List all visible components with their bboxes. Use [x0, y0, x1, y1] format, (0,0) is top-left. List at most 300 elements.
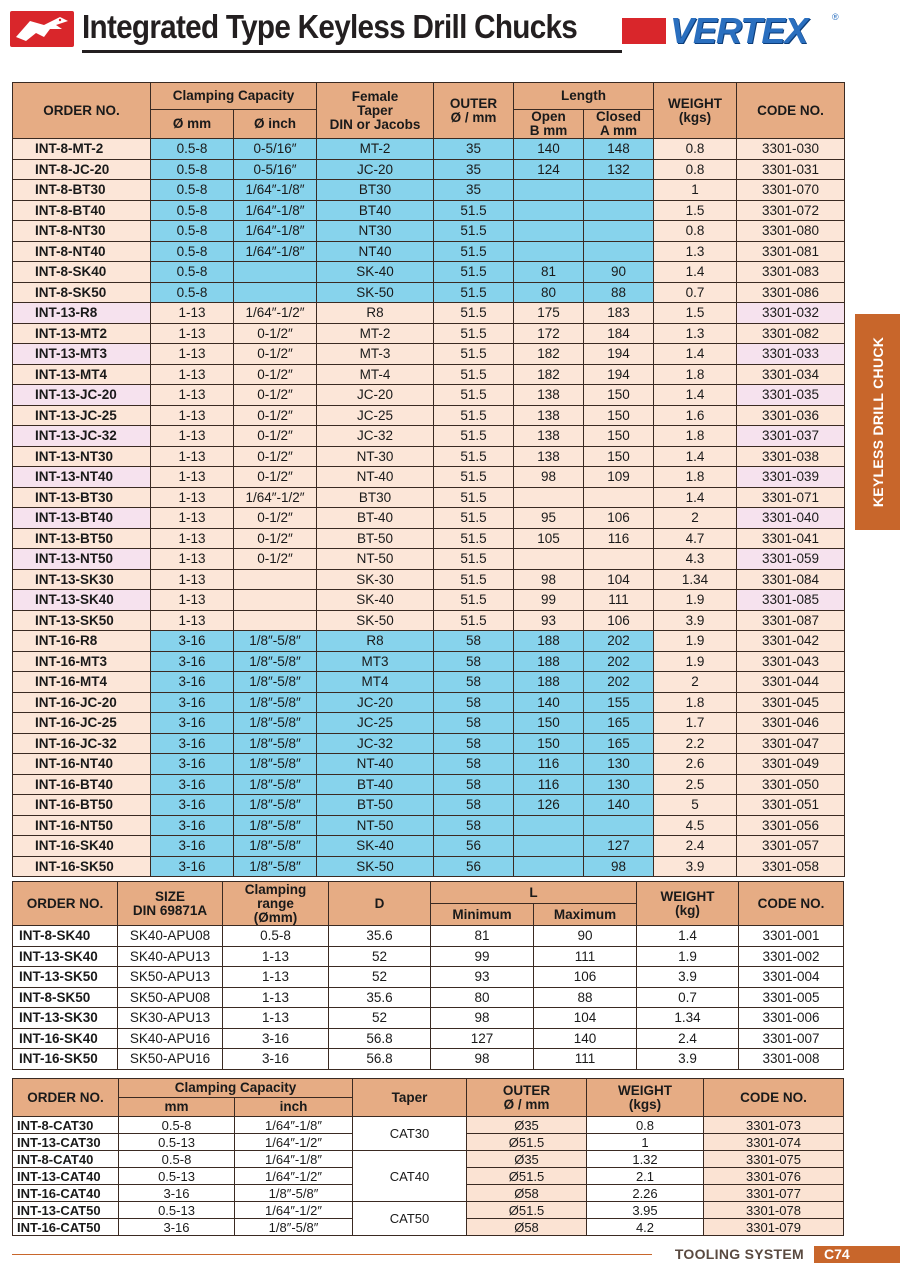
- clamp-inch: 1/64″-1/8″: [234, 241, 317, 262]
- clamp-inch: 1/64″-1/2″: [234, 487, 317, 508]
- clamp-inch: 1/8″-5/8″: [234, 795, 317, 816]
- taper: BT40: [317, 200, 434, 221]
- order-no: INT-16-BT40: [13, 774, 151, 795]
- table-row: [13, 426, 845, 447]
- order-no: INT-16-MT4: [13, 672, 151, 693]
- order-no: INT-16-SK50: [13, 856, 151, 877]
- order-no: INT-13-JC-32: [13, 426, 151, 447]
- outer: 51.5: [434, 200, 514, 221]
- col-weight: [587, 1079, 704, 1117]
- closed-a: [584, 241, 654, 262]
- d: 52: [329, 946, 431, 967]
- open-b: 138: [514, 446, 584, 467]
- outer: Ø51.5: [467, 1134, 587, 1151]
- table-row: [13, 631, 845, 652]
- open-b: 188: [514, 651, 584, 672]
- order-no: INT-16-SK40: [13, 1028, 118, 1049]
- weight-header-l2: (kg): [675, 902, 700, 918]
- taper-header-l2: Taper: [357, 102, 393, 118]
- weight: 3.9: [654, 856, 737, 877]
- weight: 0.8: [654, 159, 737, 180]
- closed-header-l2: A mm: [599, 123, 637, 138]
- col-mm: Ø mm: [151, 110, 234, 139]
- weight: 2.26: [587, 1185, 704, 1202]
- outer: Ø58: [467, 1219, 587, 1236]
- code-no: 3301-033: [737, 344, 845, 365]
- closed-a: 194: [584, 344, 654, 365]
- code-no: 3301-050: [737, 774, 845, 795]
- d: 52: [329, 1008, 431, 1029]
- col-inch: Ø inch: [234, 110, 317, 139]
- open-b: [514, 241, 584, 262]
- brand-flag-icon: [622, 18, 666, 44]
- order-no: INT-8-SK40: [13, 926, 118, 947]
- open-b: 182: [514, 364, 584, 385]
- open-b: [514, 815, 584, 836]
- clamp-mm: 1-13: [151, 344, 234, 365]
- closed-a: 130: [584, 754, 654, 775]
- outer: 35: [434, 139, 514, 160]
- outer: 51.5: [434, 467, 514, 488]
- closed-a: 183: [584, 303, 654, 324]
- table-row: [13, 651, 845, 672]
- order-no: INT-13-MT3: [13, 344, 151, 365]
- taper: MT3: [317, 651, 434, 672]
- outer: 51.5: [434, 282, 514, 303]
- order-no: INT-8-CAT40: [13, 1151, 119, 1168]
- closed-a: 202: [584, 651, 654, 672]
- clamp-inch: 1/64″-1/8″: [234, 180, 317, 201]
- open-b: [514, 180, 584, 201]
- open-header-l1: Open: [531, 109, 566, 124]
- open-b: 105: [514, 528, 584, 549]
- code-no: 3301-082: [737, 323, 845, 344]
- table-row: [13, 815, 845, 836]
- taper: JC-25: [317, 405, 434, 426]
- clamp-mm: 0.5-13: [119, 1202, 235, 1219]
- table-row: [13, 774, 845, 795]
- outer-header-l2: Ø / mm: [503, 1096, 550, 1112]
- closed-a: 140: [584, 795, 654, 816]
- code-no: 3301-031: [737, 159, 845, 180]
- code-no: 3301-051: [737, 795, 845, 816]
- l-maximum: 106: [534, 967, 637, 988]
- order-no: INT-13-R8: [13, 303, 151, 324]
- col-length: Length: [514, 83, 654, 110]
- weight: 4.2: [587, 1219, 704, 1236]
- clamp-inch: 0-1/2″: [234, 344, 317, 365]
- order-no: INT-16-BT50: [13, 795, 151, 816]
- table-row: [13, 1028, 844, 1049]
- col-clamping-capacity: Clamping Capacity: [151, 83, 317, 110]
- page-footer: [12, 1246, 900, 1263]
- order-no: INT-13-BT30: [13, 487, 151, 508]
- table-row: [13, 569, 845, 590]
- outer-header-l1: OUTER: [449, 95, 498, 111]
- outer: 58: [434, 631, 514, 652]
- col-open: [514, 110, 584, 139]
- clamp-mm: 1-13: [151, 590, 234, 611]
- code-no: 3301-004: [739, 967, 844, 988]
- table-row: [13, 528, 845, 549]
- order-no: INT-8-SK50: [13, 282, 151, 303]
- weight: 0.8: [654, 221, 737, 242]
- table-row: [13, 446, 845, 467]
- clamp-mm: 0.5-8: [151, 221, 234, 242]
- weight-header-l1: WEIGHT: [668, 95, 722, 111]
- table-row: [13, 672, 845, 693]
- clamp-inch: 1/8″-5/8″: [234, 631, 317, 652]
- taper-header-l1: Female: [351, 88, 399, 104]
- table-row: [13, 926, 844, 947]
- clamp-mm: 1-13: [151, 303, 234, 324]
- page-header: [0, 0, 900, 70]
- clamp-mm: 0.5-8: [151, 180, 234, 201]
- weight: 2: [654, 672, 737, 693]
- clamp-mm: 3-16: [151, 651, 234, 672]
- outer: 51.5: [434, 385, 514, 406]
- open-b: [514, 200, 584, 221]
- outer: 51.5: [434, 364, 514, 385]
- code-no: 3301-039: [737, 467, 845, 488]
- clamp-inch: 0-1/2″: [234, 446, 317, 467]
- clamp-inch: 1/64″-1/2″: [235, 1134, 353, 1151]
- d: 56.8: [329, 1049, 431, 1070]
- outer: 58: [434, 672, 514, 693]
- table-row: [13, 733, 845, 754]
- closed-a: 116: [584, 528, 654, 549]
- open-b: 95: [514, 508, 584, 529]
- outer: Ø35: [467, 1117, 587, 1134]
- weight: 1.4: [654, 487, 737, 508]
- clamp-mm: 0.5-8: [119, 1151, 235, 1168]
- weight: 1.8: [654, 467, 737, 488]
- clamp-inch: 0-1/2″: [234, 364, 317, 385]
- clamp-inch: 1/64″-1/8″: [234, 221, 317, 242]
- code-no: 3301-047: [737, 733, 845, 754]
- weight: 1.9: [654, 631, 737, 652]
- open-b: 80: [514, 282, 584, 303]
- code-no: 3301-075: [704, 1151, 844, 1168]
- order-no: INT-13-JC-20: [13, 385, 151, 406]
- order-no: INT-8-SK40: [13, 262, 151, 283]
- code-no: 3301-056: [737, 815, 845, 836]
- open-b: 188: [514, 672, 584, 693]
- taper: BT-40: [317, 774, 434, 795]
- clamp-mm: 1-13: [151, 405, 234, 426]
- clamp-mm: 0.5-8: [151, 200, 234, 221]
- code-no: 3301-057: [737, 836, 845, 857]
- clamp-mm: 1-13: [151, 508, 234, 529]
- page-title: Integrated Type Keyless Drill Chucks: [82, 8, 578, 45]
- clamp-mm: 1-13: [151, 610, 234, 631]
- open-b: 99: [514, 590, 584, 611]
- taper: SK-50: [317, 282, 434, 303]
- taper: CAT30: [353, 1117, 467, 1151]
- weight: 1.5: [654, 200, 737, 221]
- outer: Ø51.5: [467, 1168, 587, 1185]
- taper: NT-40: [317, 467, 434, 488]
- outer: 58: [434, 795, 514, 816]
- clamp-mm: 1-13: [151, 528, 234, 549]
- clamp-mm: 3-16: [151, 733, 234, 754]
- table-row: [13, 549, 845, 570]
- taper: MT-2: [317, 139, 434, 160]
- taper: BT30: [317, 180, 434, 201]
- clamp-mm: 3-16: [151, 754, 234, 775]
- order-no: INT-8-SK50: [13, 987, 118, 1008]
- table-row: [13, 282, 845, 303]
- vertex-logo: [622, 10, 847, 50]
- code-no: 3301-078: [704, 1202, 844, 1219]
- clamp-mm: 3-16: [151, 795, 234, 816]
- clamp-inch: 1/64″-1/2″: [234, 303, 317, 324]
- order-no: INT-13-BT40: [13, 508, 151, 529]
- code-no: 3301-059: [737, 549, 845, 570]
- closed-a: 132: [584, 159, 654, 180]
- col-female-taper: [317, 83, 434, 139]
- closed-a: 150: [584, 405, 654, 426]
- cat-chuck-table: [12, 1078, 844, 1236]
- size-header-l2: DIN 69871A: [132, 902, 208, 918]
- size: SK40-APU13: [118, 946, 223, 967]
- code-no: 3301-008: [739, 1049, 844, 1070]
- code-no: 3301-071: [737, 487, 845, 508]
- col-clamping-capacity: Clamping Capacity: [119, 1079, 353, 1098]
- taper: BT-50: [317, 795, 434, 816]
- size: SK50-APU16: [118, 1049, 223, 1070]
- taper: JC-20: [317, 692, 434, 713]
- col-size: [118, 882, 223, 926]
- clamp-inch: 0-1/2″: [234, 405, 317, 426]
- l-maximum: 88: [534, 987, 637, 1008]
- weight: 1.7: [654, 713, 737, 734]
- table-row: [13, 467, 845, 488]
- d: 56.8: [329, 1028, 431, 1049]
- closed-a: 150: [584, 385, 654, 406]
- taper: MT-2: [317, 323, 434, 344]
- clamp-inch: 0-1/2″: [234, 385, 317, 406]
- outer: 51.5: [434, 344, 514, 365]
- clamp-inch: 1/8″-5/8″: [234, 815, 317, 836]
- open-b: [514, 549, 584, 570]
- col-order-no: ORDER NO.: [13, 83, 151, 139]
- clamp-mm: 0.5-8: [151, 241, 234, 262]
- clamp-mm: 1-13: [151, 364, 234, 385]
- order-no: INT-13-MT4: [13, 364, 151, 385]
- order-no: INT-13-NT50: [13, 549, 151, 570]
- clamp-mm: 3-16: [151, 692, 234, 713]
- clamping-range: 1-13: [223, 987, 329, 1008]
- weight: 2.4: [654, 836, 737, 857]
- table-row: [13, 946, 844, 967]
- closed-header-l1: Closed: [595, 109, 641, 124]
- l-minimum: 98: [431, 1049, 534, 1070]
- order-no: INT-8-JC-20: [13, 159, 151, 180]
- table-row: [13, 713, 845, 734]
- outer: 51.5: [434, 221, 514, 242]
- clamp-inch: 1/64″-1/2″: [235, 1202, 353, 1219]
- order-no: INT-16-JC-25: [13, 713, 151, 734]
- weight: 1.4: [654, 262, 737, 283]
- code-no: 3301-074: [704, 1134, 844, 1151]
- code-no: 3301-038: [737, 446, 845, 467]
- weight: 3.9: [637, 967, 739, 988]
- clamping-range: 1-13: [223, 1008, 329, 1029]
- clamp-mm: 0.5-13: [119, 1168, 235, 1185]
- table-row: [13, 385, 845, 406]
- clamp-header-l3: (Ømm): [253, 909, 298, 925]
- weight: 2.2: [654, 733, 737, 754]
- taper-header-l3: DIN or Jacobs: [329, 116, 421, 132]
- l-minimum: 99: [431, 946, 534, 967]
- col-minimum: Minimum: [431, 904, 534, 926]
- table-row: [13, 856, 845, 877]
- clamp-inch: 0-5/16″: [234, 159, 317, 180]
- code-no: 3301-084: [737, 569, 845, 590]
- weight: 1: [587, 1134, 704, 1151]
- col-closed: [584, 110, 654, 139]
- order-no: INT-16-MT3: [13, 651, 151, 672]
- order-no: INT-13-SK30: [13, 569, 151, 590]
- brand-name: VERTEX: [670, 10, 808, 51]
- col-order-no: ORDER NO.: [13, 882, 118, 926]
- closed-a: [584, 180, 654, 201]
- order-no: INT-16-JC-20: [13, 692, 151, 713]
- closed-a: 150: [584, 426, 654, 447]
- table-row: [13, 967, 844, 988]
- taper: JC-25: [317, 713, 434, 734]
- closed-a: 88: [584, 282, 654, 303]
- clamp-inch: 1/8″-5/8″: [234, 672, 317, 693]
- weight: 4.7: [654, 528, 737, 549]
- code-no: 3301-077: [704, 1185, 844, 1202]
- weight: 4.3: [654, 549, 737, 570]
- closed-a: [584, 200, 654, 221]
- taper: SK-40: [317, 262, 434, 283]
- taper: NT-50: [317, 815, 434, 836]
- code-no: 3301-007: [739, 1028, 844, 1049]
- closed-a: 106: [584, 610, 654, 631]
- outer: 51.5: [434, 528, 514, 549]
- col-outer: [467, 1079, 587, 1117]
- d: 35.6: [329, 926, 431, 947]
- closed-a: 104: [584, 569, 654, 590]
- footer-divider: [12, 1254, 652, 1255]
- clamp-inch: 1/8″-5/8″: [234, 836, 317, 857]
- weight: 3.9: [637, 1049, 739, 1070]
- taper: R8: [317, 303, 434, 324]
- footer-label: TOOLING SYSTEM: [674, 1246, 804, 1262]
- d: 52: [329, 967, 431, 988]
- table-row: [13, 200, 845, 221]
- taper: JC-20: [317, 385, 434, 406]
- code-no: 3301-042: [737, 631, 845, 652]
- outer: 51.5: [434, 590, 514, 611]
- l-minimum: 81: [431, 926, 534, 947]
- clamp-inch: 1/8″-5/8″: [235, 1185, 353, 1202]
- l-minimum: 127: [431, 1028, 534, 1049]
- col-outer: [434, 83, 514, 139]
- code-no: 3301-035: [737, 385, 845, 406]
- taper: JC-32: [317, 426, 434, 447]
- weight: 1.8: [654, 426, 737, 447]
- outer: Ø35: [467, 1151, 587, 1168]
- outer: Ø58: [467, 1185, 587, 1202]
- clamp-inch: [234, 262, 317, 283]
- taper: NT-30: [317, 446, 434, 467]
- weight: 1.5: [654, 303, 737, 324]
- outer: 35: [434, 159, 514, 180]
- clamp-inch: [234, 569, 317, 590]
- outer: 51.5: [434, 405, 514, 426]
- taper: SK-50: [317, 610, 434, 631]
- open-b: 98: [514, 467, 584, 488]
- closed-a: 165: [584, 733, 654, 754]
- table-row: [13, 323, 845, 344]
- size-header-l1: SIZE: [154, 888, 185, 904]
- order-no: INT-13-MT2: [13, 323, 151, 344]
- outer: 35: [434, 180, 514, 201]
- col-clamping-range: [223, 882, 329, 926]
- clamp-inch: 1/8″-5/8″: [234, 856, 317, 877]
- outer-header-l2: Ø / mm: [450, 109, 497, 125]
- table-row: [13, 159, 845, 180]
- open-b: 182: [514, 344, 584, 365]
- outer: 56: [434, 856, 514, 877]
- table-row: [13, 405, 845, 426]
- clamp-inch: 1/64″-1/8″: [234, 200, 317, 221]
- col-order-no: ORDER NO.: [13, 1079, 119, 1117]
- code-no: 3301-001: [739, 926, 844, 947]
- weight: 1.4: [654, 446, 737, 467]
- outer: 58: [434, 713, 514, 734]
- clamp-mm: 0.5-13: [119, 1134, 235, 1151]
- l-maximum: 111: [534, 946, 637, 967]
- code-no: 3301-046: [737, 713, 845, 734]
- weight: 1.4: [654, 344, 737, 365]
- code-no: 3301-079: [704, 1219, 844, 1236]
- order-no: INT-16-NT50: [13, 815, 151, 836]
- closed-a: 165: [584, 713, 654, 734]
- clamp-inch: [234, 282, 317, 303]
- weight: 3.9: [654, 610, 737, 631]
- clamp-inch: 1/64″-1/8″: [235, 1117, 353, 1134]
- clamp-inch: 1/64″-1/8″: [235, 1151, 353, 1168]
- outer: 51.5: [434, 508, 514, 529]
- l-maximum: 104: [534, 1008, 637, 1029]
- l-minimum: 80: [431, 987, 534, 1008]
- code-no: 3301-080: [737, 221, 845, 242]
- open-b: 124: [514, 159, 584, 180]
- weight: 2.5: [654, 774, 737, 795]
- table-row: [13, 508, 845, 529]
- table-row: [13, 262, 845, 283]
- closed-a: 111: [584, 590, 654, 611]
- weight: 1.9: [637, 946, 739, 967]
- registered-mark: ®: [832, 12, 839, 22]
- l-minimum: 98: [431, 1008, 534, 1029]
- outer: 58: [434, 774, 514, 795]
- size: SK50-APU08: [118, 987, 223, 1008]
- closed-a: [584, 815, 654, 836]
- code-no: 3301-087: [737, 610, 845, 631]
- clamp-inch: 0-1/2″: [234, 323, 317, 344]
- clamp-mm: 1-13: [151, 323, 234, 344]
- order-no: INT-13-SK50: [13, 610, 151, 631]
- weight: 2.1: [587, 1168, 704, 1185]
- outer: 51.5: [434, 426, 514, 447]
